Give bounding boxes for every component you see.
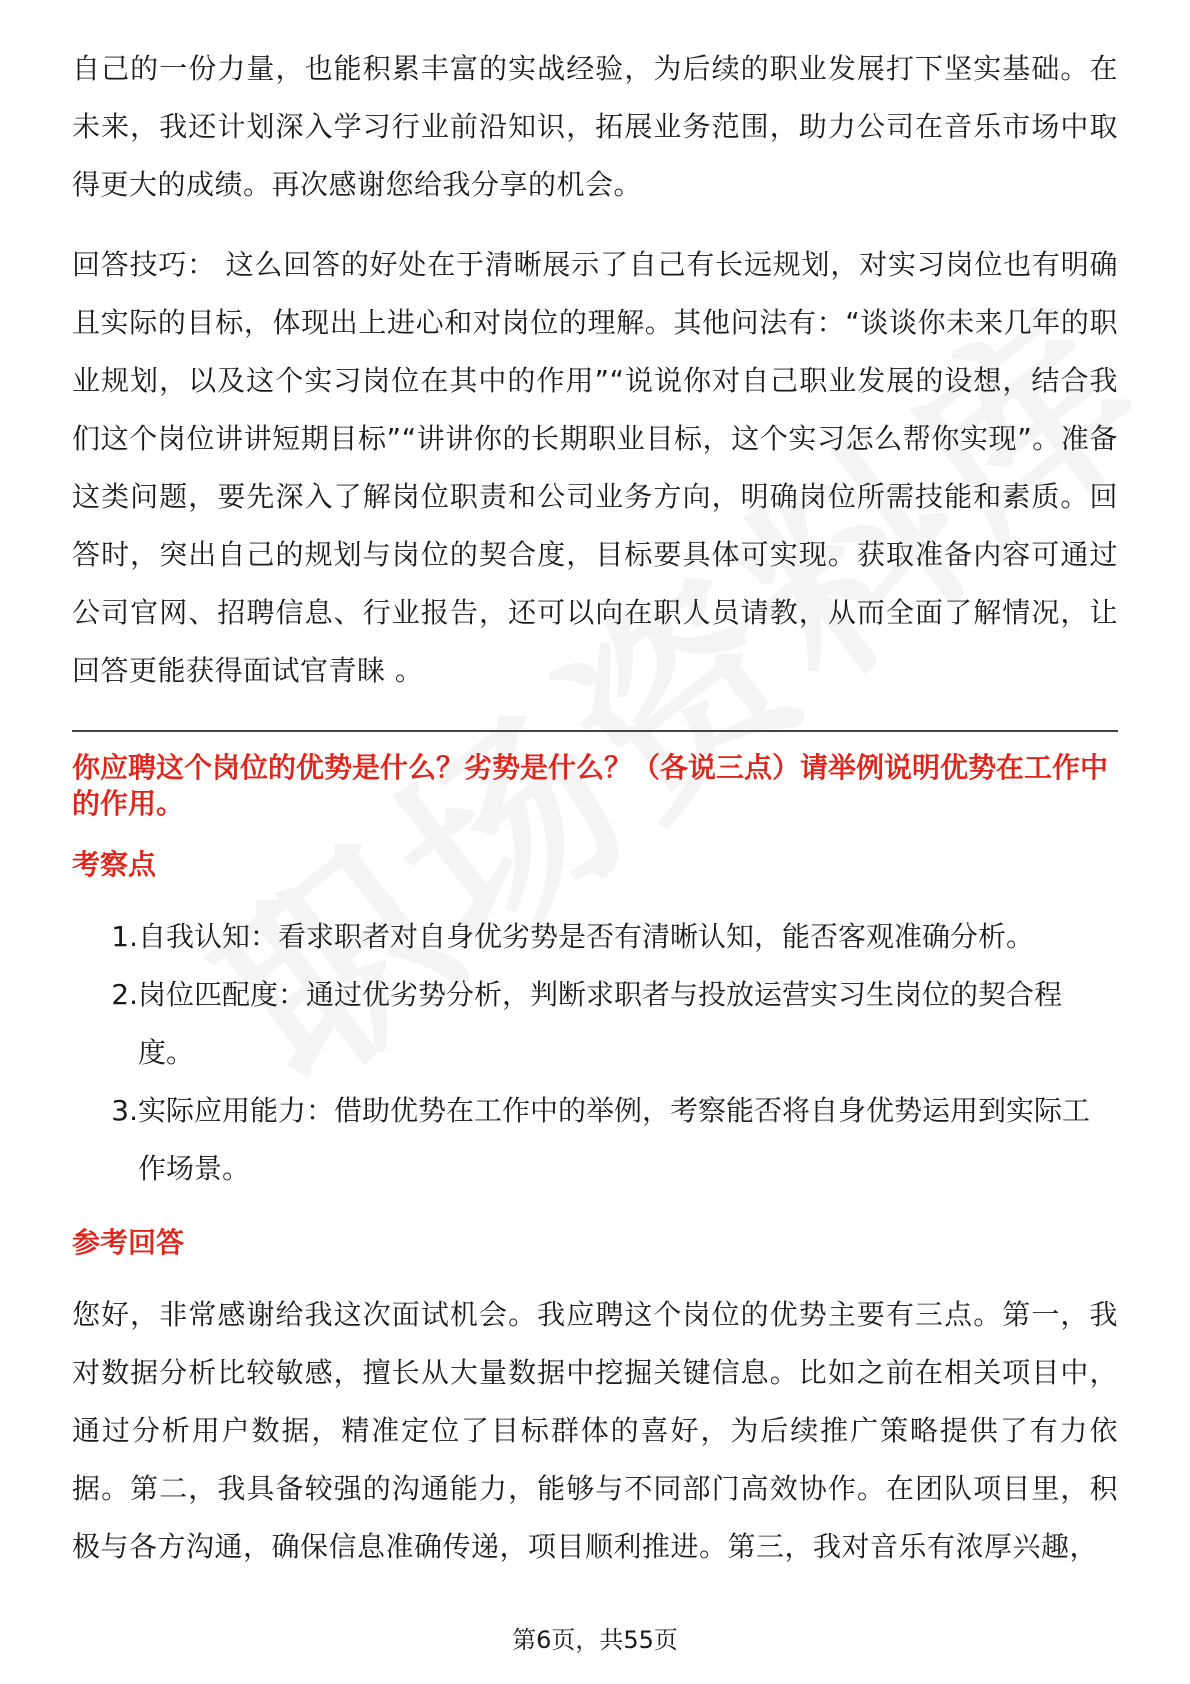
page-content: [72, 40, 1118, 1576]
list-item-text: 岗位匹配度：通过优劣势分析，判断求职者与投放运营实习生岗位的契合程度。: [138, 978, 1063, 1069]
list-item: [72, 1082, 1118, 1198]
list-item-number: 2.: [111, 978, 138, 1011]
list-item-text: 实际应用能力：借助优势在工作中的举例，考察能否将自身优势运用到实际工作场景。: [138, 1094, 1091, 1185]
list-item-number: 1.: [111, 920, 138, 953]
assessment-points-list: [72, 908, 1118, 1198]
assessment-heading: 考察点: [72, 848, 157, 881]
reference-answer-paragraph: 您好，非常感谢给我这次面试机会。我应聘这个岗位的优势主要有三点。第一，我对数据分析比较敏感，擅长从大量数据中挖掘关键信息。比如之前在相关项目中，通过分析用户数据，精准定位了目标群体的喜好，为后续推广策略提供了有力依据。第二，我具备较强的沟通能力，能够与不同部门高效协作。在团队项目里，积极与各方沟通，确保信息准确传递，项目顺利推进。第三，我对音乐有浓厚兴趣，: [72, 1298, 1118, 1563]
list-item: [72, 966, 1118, 1082]
list-item-number: 3.: [111, 1094, 138, 1127]
intro-paragraph: 自己的一份力量，也能积累丰富的实战经验，为后续的职业发展打下坚实基础。在未来，我还计划深入学习行业前沿知识，拓展业务范围，助力公司在音乐市场中取得更大的成绩。再次感谢您给我分享的机会。: [72, 52, 1118, 201]
answer-tips-paragraph: 回答技巧： 这么回答的好处在于清晰展示了自己有长远规划，对实习岗位也有明确且实际的目标，体现出上进心和对岗位的理解。其他问法有：“谈谈你未来几年的职业规划，以及这个实习岗位在其中的作用”“说说你对自己职业发展的设想，结合我们这个岗位讲讲短期目标”“讲讲你的长期职业目标，这个实习怎么帮你实现”。准备这类问题，要先深入了解岗位职责和公司业务方向，明确岗位所需技能和素质。回答时，突出自己的规划与岗位的契合度，目标要具体可实现。获取准备内容可通过公司官网、招聘信息、行业报告，还可以向在职人员请教，从而全面了解情况，让回答更能获得面试官青睐 。: [72, 248, 1118, 687]
page-footer: 第6页，共55页: [512, 1626, 678, 1654]
interview-question: 你应聘这个岗位的优势是什么？劣势是什么？（各说三点）请举例说明优势在工作中的作用。: [72, 751, 1109, 820]
list-item-text: 自我认知：看求职者对自身优劣势是否有清晰认知，能否客观准确分析。: [138, 920, 1035, 953]
section-divider: [72, 730, 1118, 732]
list-item: [72, 908, 1118, 966]
reference-answer-heading: 参考回答: [72, 1226, 185, 1259]
